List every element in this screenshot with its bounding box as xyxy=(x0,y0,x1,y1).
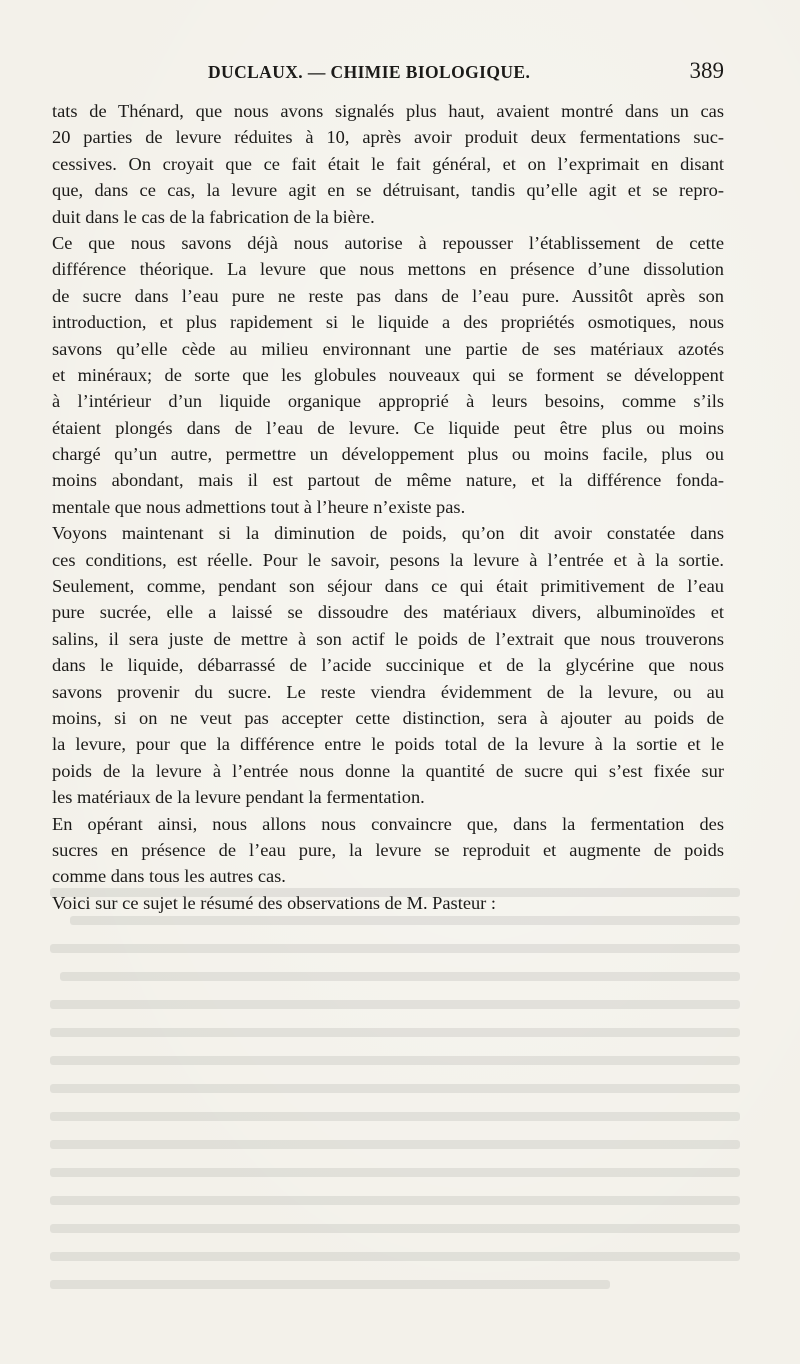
text-line: sucres en présence de l’eau pure, la levure se reproduit et augmente de poids xyxy=(52,839,724,860)
text-line: tats de Thénard, que nous avons signalés plus haut, avaient montré dans un cas xyxy=(52,101,724,121)
text-line: comme dans tous les autres cas. xyxy=(52,866,286,887)
text-line: 20 parties de levure réduites à 10, après avoir produit deux fermentations suc- xyxy=(52,127,724,148)
text-line: mentale que nous admettions tout à l’heure n’existe pas. xyxy=(52,496,466,517)
text-line: ces conditions, est réelle. Pour le savoir, pesons la levure à l’entrée et à la sortie. xyxy=(52,549,724,570)
text-line: dans le liquide, débarrassé de l’acide succinique et de la glycérine que nous xyxy=(52,655,724,676)
text-line: poids de la levure à l’entrée nous donne la quantité de sucre qui s’est fixée sur xyxy=(52,760,724,781)
page-number: 389 xyxy=(689,58,724,83)
text-line: pure sucrée, elle a laissé se dissoudre des matériaux divers, albuminoïdes et xyxy=(52,602,724,623)
text-line: la levure, pour que la différence entre le poids total de la levure à la sortie et le xyxy=(52,734,724,755)
show-through-texture xyxy=(30,880,770,1300)
body-text xyxy=(52,98,724,916)
text-line: Voyons maintenant si la diminution de poids, qu’on dit avoir constatée dans xyxy=(52,523,724,544)
text-line: moins, si on ne veut pas accepter cette distinction, sera à ajouter au poids de xyxy=(52,707,724,728)
text-line: à l’intérieur d’un liquide organique approprié à leurs besoins, comme s’ils xyxy=(52,391,724,412)
text-line: et minéraux; de sorte que les globules nouveaux qui se forment se développent xyxy=(52,364,724,385)
text-line: les matériaux de la levure pendant la fermentation. xyxy=(52,787,425,808)
text-line: Seulement, comme, pendant son séjour dans ce qui était primitivement de l’eau xyxy=(52,576,724,597)
text-line: En opérant ainsi, nous allons nous convaincre que, dans la fermentation des xyxy=(52,813,724,834)
text-line: salins, il sera juste de mettre à son actif le poids de l’extrait que nous trouverons xyxy=(52,628,724,649)
text-line: Voici sur ce sujet le résumé des observations de M. Pasteur : xyxy=(52,892,497,913)
text-line: que, dans ce cas, la levure agit en se détruisant, tandis qu’elle agit et se repro- xyxy=(52,180,724,201)
text-line: chargé qu’un autre, permettre un développement plus ou moins facile, plus ou xyxy=(52,444,724,465)
text-line: moins abondant, mais il est partout de même nature, et la différence fonda- xyxy=(52,470,724,491)
text-line: duit dans le cas de la fabrication de la bière. xyxy=(52,206,375,227)
text-line: Ce que nous savons déjà nous autorise à repousser l’établissement de cette xyxy=(52,232,724,253)
show-through-lines xyxy=(30,880,770,1300)
text-line: savons qu’elle cède au milieu environnant une partie de ses matériaux azotés xyxy=(52,338,724,359)
text-line: différence théorique. La levure que nous mettons en présence d’une dissolution xyxy=(52,259,724,280)
running-title: DUCLAUX. — CHIMIE BIOLOGIQUE. xyxy=(208,62,531,82)
text-line: de sucre dans l’eau pure ne reste pas dans de l’eau pure. Aussitôt après son xyxy=(52,285,724,306)
page-header xyxy=(52,58,724,90)
text-line: étaient plongés dans de l’eau de levure. Ce liquide peut être plus ou moins xyxy=(52,417,724,438)
text-line: savons provenir du sucre. Le reste viendra évidemment de la levure, ou au xyxy=(52,681,724,702)
text-line: cessives. On croyait que ce fait était le fait général, et on l’exprimait en disant xyxy=(52,153,724,174)
text-line: introduction, et plus rapidement si le liquide a des propriétés osmotiques, nous xyxy=(52,312,724,333)
